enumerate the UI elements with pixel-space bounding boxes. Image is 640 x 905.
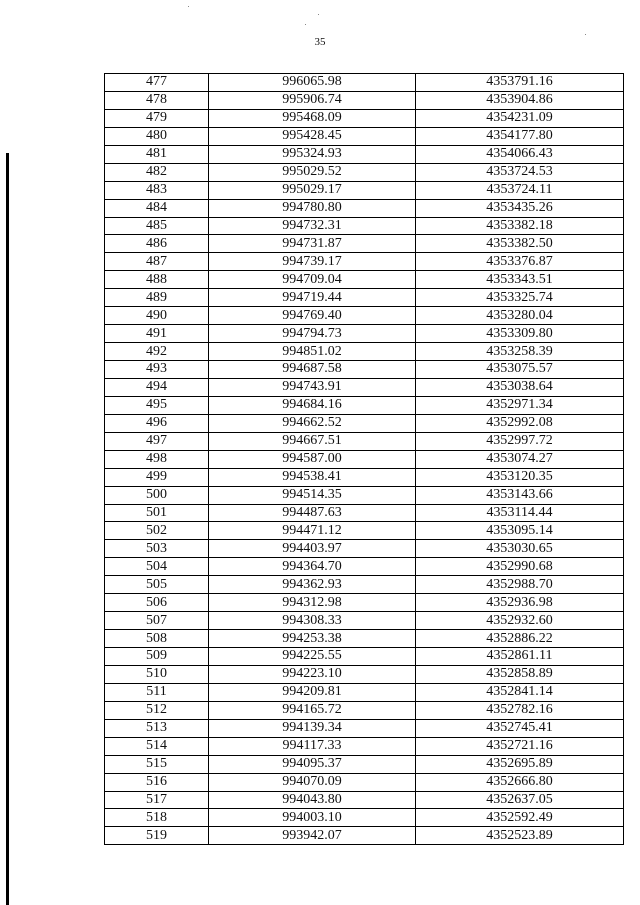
- y-coordinate-cell: 4352666.80: [416, 773, 624, 791]
- x-coordinate-cell: 994514.35: [209, 486, 416, 504]
- y-coordinate-cell: 4353382.18: [416, 217, 624, 235]
- y-coordinate-cell: 4354066.43: [416, 145, 624, 163]
- table-row: [105, 486, 624, 504]
- table-row: [105, 91, 624, 109]
- x-coordinate-cell: 994253.38: [209, 630, 416, 648]
- x-coordinate-cell: 994794.73: [209, 325, 416, 343]
- x-coordinate-cell: 994769.40: [209, 307, 416, 325]
- table-row: [105, 773, 624, 791]
- table-row: [105, 648, 624, 666]
- point-number-cell: 511: [105, 683, 209, 701]
- point-number-cell: 482: [105, 163, 209, 181]
- y-coordinate-cell: 4353435.26: [416, 199, 624, 217]
- point-number-cell: 517: [105, 791, 209, 809]
- point-number-cell: 498: [105, 450, 209, 468]
- y-coordinate-cell: 4354177.80: [416, 127, 624, 145]
- scan-speck: [318, 14, 319, 15]
- table-row: [105, 468, 624, 486]
- y-coordinate-cell: 4352971.34: [416, 396, 624, 414]
- y-coordinate-cell: 4353114.44: [416, 504, 624, 522]
- x-coordinate-cell: 994684.16: [209, 396, 416, 414]
- table-row: [105, 217, 624, 235]
- x-coordinate-cell: 996065.98: [209, 74, 416, 92]
- y-coordinate-cell: 4353075.57: [416, 361, 624, 379]
- table-row: [105, 432, 624, 450]
- y-coordinate-cell: 4352858.89: [416, 665, 624, 683]
- table-row: [105, 755, 624, 773]
- y-coordinate-cell: 4353258.39: [416, 343, 624, 361]
- x-coordinate-cell: 994139.34: [209, 719, 416, 737]
- point-number-cell: 514: [105, 737, 209, 755]
- point-number-cell: 495: [105, 396, 209, 414]
- y-coordinate-cell: 4353120.35: [416, 468, 624, 486]
- x-coordinate-cell: 995029.52: [209, 163, 416, 181]
- table-row: [105, 612, 624, 630]
- point-number-cell: 501: [105, 504, 209, 522]
- table-row: [105, 576, 624, 594]
- x-coordinate-cell: 994587.00: [209, 450, 416, 468]
- table-row: [105, 127, 624, 145]
- y-coordinate-cell: 4352637.05: [416, 791, 624, 809]
- table-row: [105, 307, 624, 325]
- point-number-cell: 500: [105, 486, 209, 504]
- y-coordinate-cell: 4353904.86: [416, 91, 624, 109]
- table-row: [105, 253, 624, 271]
- y-coordinate-cell: 4354231.09: [416, 109, 624, 127]
- point-number-cell: 513: [105, 719, 209, 737]
- point-number-cell: 479: [105, 109, 209, 127]
- point-number-cell: 507: [105, 612, 209, 630]
- point-number-cell: 483: [105, 181, 209, 199]
- y-coordinate-cell: 4352782.16: [416, 701, 624, 719]
- y-coordinate-cell: 4352592.49: [416, 809, 624, 827]
- x-coordinate-cell: 994731.87: [209, 235, 416, 253]
- y-coordinate-cell: 4353143.66: [416, 486, 624, 504]
- y-coordinate-cell: 4353095.14: [416, 522, 624, 540]
- y-coordinate-cell: 4352861.11: [416, 648, 624, 666]
- point-number-cell: 480: [105, 127, 209, 145]
- table-row: [105, 665, 624, 683]
- coordinates-table: [104, 73, 624, 845]
- point-number-cell: 516: [105, 773, 209, 791]
- table-row: [105, 109, 624, 127]
- point-number-cell: 508: [105, 630, 209, 648]
- x-coordinate-cell: 994719.44: [209, 289, 416, 307]
- y-coordinate-cell: 4353325.74: [416, 289, 624, 307]
- point-number-cell: 491: [105, 325, 209, 343]
- y-coordinate-cell: 4353309.80: [416, 325, 624, 343]
- table-row: [105, 74, 624, 92]
- x-coordinate-cell: 994362.93: [209, 576, 416, 594]
- point-number-cell: 486: [105, 235, 209, 253]
- x-coordinate-cell: 994225.55: [209, 648, 416, 666]
- table-row: [105, 683, 624, 701]
- table-row: [105, 271, 624, 289]
- point-number-cell: 489: [105, 289, 209, 307]
- x-coordinate-cell: 994687.58: [209, 361, 416, 379]
- y-coordinate-cell: 4353376.87: [416, 253, 624, 271]
- y-coordinate-cell: 4353724.11: [416, 181, 624, 199]
- point-number-cell: 496: [105, 414, 209, 432]
- y-coordinate-cell: 4352988.70: [416, 576, 624, 594]
- point-number-cell: 506: [105, 594, 209, 612]
- table-row: [105, 701, 624, 719]
- y-coordinate-cell: 4353343.51: [416, 271, 624, 289]
- y-coordinate-cell: 4353074.27: [416, 450, 624, 468]
- table-row: [105, 396, 624, 414]
- y-coordinate-cell: 4352990.68: [416, 558, 624, 576]
- x-coordinate-cell: 994403.97: [209, 540, 416, 558]
- y-coordinate-cell: 4352997.72: [416, 432, 624, 450]
- x-coordinate-cell: 994743.91: [209, 378, 416, 396]
- point-number-cell: 481: [105, 145, 209, 163]
- x-coordinate-cell: 994312.98: [209, 594, 416, 612]
- table-row: [105, 594, 624, 612]
- table-row: [105, 181, 624, 199]
- x-coordinate-cell: 994043.80: [209, 791, 416, 809]
- x-coordinate-cell: 994165.72: [209, 701, 416, 719]
- x-coordinate-cell: 994851.02: [209, 343, 416, 361]
- table-row: [105, 414, 624, 432]
- table-row: [105, 737, 624, 755]
- point-number-cell: 512: [105, 701, 209, 719]
- x-coordinate-cell: 994209.81: [209, 683, 416, 701]
- scan-speck: [188, 6, 189, 7]
- y-coordinate-cell: 4353724.53: [416, 163, 624, 181]
- x-coordinate-cell: 994223.10: [209, 665, 416, 683]
- x-coordinate-cell: 994732.31: [209, 217, 416, 235]
- point-number-cell: 488: [105, 271, 209, 289]
- x-coordinate-cell: 994117.33: [209, 737, 416, 755]
- table-row: [105, 163, 624, 181]
- point-number-cell: 510: [105, 665, 209, 683]
- x-coordinate-cell: 994471.12: [209, 522, 416, 540]
- y-coordinate-cell: 4353280.04: [416, 307, 624, 325]
- x-coordinate-cell: 994487.63: [209, 504, 416, 522]
- y-coordinate-cell: 4353030.65: [416, 540, 624, 558]
- table-row: [105, 343, 624, 361]
- table-row: [105, 450, 624, 468]
- table-row: [105, 809, 624, 827]
- x-coordinate-cell: 994662.52: [209, 414, 416, 432]
- x-coordinate-cell: 994364.70: [209, 558, 416, 576]
- x-coordinate-cell: 994739.17: [209, 253, 416, 271]
- y-coordinate-cell: 4352523.89: [416, 827, 624, 845]
- table-row: [105, 325, 624, 343]
- x-coordinate-cell: 995906.74: [209, 91, 416, 109]
- point-number-cell: 518: [105, 809, 209, 827]
- scan-margin-bar: [6, 153, 9, 905]
- y-coordinate-cell: 4352992.08: [416, 414, 624, 432]
- table-row: [105, 235, 624, 253]
- y-coordinate-cell: 4352695.89: [416, 755, 624, 773]
- x-coordinate-cell: 994538.41: [209, 468, 416, 486]
- point-number-cell: 503: [105, 540, 209, 558]
- table-row: [105, 540, 624, 558]
- x-coordinate-cell: 994709.04: [209, 271, 416, 289]
- y-coordinate-cell: 4353791.16: [416, 74, 624, 92]
- y-coordinate-cell: 4352721.16: [416, 737, 624, 755]
- x-coordinate-cell: 994070.09: [209, 773, 416, 791]
- point-number-cell: 519: [105, 827, 209, 845]
- point-number-cell: 497: [105, 432, 209, 450]
- point-number-cell: 492: [105, 343, 209, 361]
- point-number-cell: 477: [105, 74, 209, 92]
- y-coordinate-cell: 4352936.98: [416, 594, 624, 612]
- x-coordinate-cell: 995468.09: [209, 109, 416, 127]
- point-number-cell: 494: [105, 378, 209, 396]
- y-coordinate-cell: 4353038.64: [416, 378, 624, 396]
- table-row: [105, 558, 624, 576]
- page-number: 35: [314, 36, 326, 48]
- coordinates-table-body: [105, 74, 624, 845]
- x-coordinate-cell: 995428.45: [209, 127, 416, 145]
- y-coordinate-cell: 4352745.41: [416, 719, 624, 737]
- table-row: [105, 791, 624, 809]
- x-coordinate-cell: 994095.37: [209, 755, 416, 773]
- point-number-cell: 478: [105, 91, 209, 109]
- x-coordinate-cell: 994780.80: [209, 199, 416, 217]
- point-number-cell: 505: [105, 576, 209, 594]
- x-coordinate-cell: 993942.07: [209, 827, 416, 845]
- table-row: [105, 378, 624, 396]
- x-coordinate-cell: 994003.10: [209, 809, 416, 827]
- x-coordinate-cell: 995324.93: [209, 145, 416, 163]
- point-number-cell: 504: [105, 558, 209, 576]
- x-coordinate-cell: 995029.17: [209, 181, 416, 199]
- scan-speck: [585, 34, 586, 35]
- point-number-cell: 515: [105, 755, 209, 773]
- y-coordinate-cell: 4352886.22: [416, 630, 624, 648]
- x-coordinate-cell: 994667.51: [209, 432, 416, 450]
- point-number-cell: 509: [105, 648, 209, 666]
- table-row: [105, 145, 624, 163]
- table-row: [105, 827, 624, 845]
- x-coordinate-cell: 994308.33: [209, 612, 416, 630]
- point-number-cell: 502: [105, 522, 209, 540]
- point-number-cell: 493: [105, 361, 209, 379]
- point-number-cell: 490: [105, 307, 209, 325]
- table-row: [105, 522, 624, 540]
- y-coordinate-cell: 4352841.14: [416, 683, 624, 701]
- table-row: [105, 289, 624, 307]
- table-row: [105, 361, 624, 379]
- table-row: [105, 504, 624, 522]
- point-number-cell: 499: [105, 468, 209, 486]
- table-row: [105, 630, 624, 648]
- table-row: [105, 199, 624, 217]
- scan-speck: [305, 24, 306, 25]
- point-number-cell: 484: [105, 199, 209, 217]
- table-row: [105, 719, 624, 737]
- y-coordinate-cell: 4353382.50: [416, 235, 624, 253]
- point-number-cell: 487: [105, 253, 209, 271]
- y-coordinate-cell: 4352932.60: [416, 612, 624, 630]
- point-number-cell: 485: [105, 217, 209, 235]
